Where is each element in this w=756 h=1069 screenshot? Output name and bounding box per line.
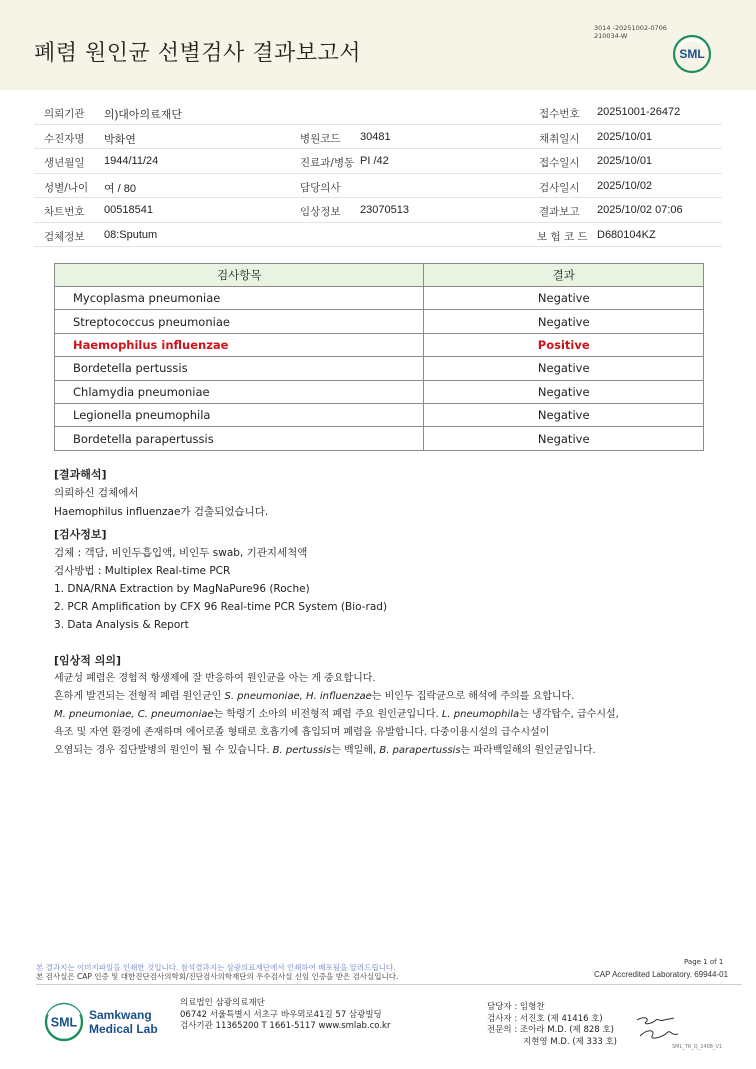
receipt-date-value: 2025/10/01 [597, 155, 653, 167]
clinical-text: 오염되는 경우 집단발병의 원인이 될 수 있습니다. [54, 745, 273, 756]
test-result: Negative [424, 427, 704, 450]
specimen-label: 검체정보 [44, 230, 85, 243]
chart-no-value: 00518541 [104, 204, 153, 216]
doctor-label: 담당의사 [300, 181, 341, 194]
interpretation-section [54, 465, 734, 522]
dept-value: PI /42 [360, 155, 389, 167]
logo-name-line1: Samkwang [89, 1008, 152, 1022]
test-method: 검사방법 : Multiplex Real-time PCR [54, 565, 231, 577]
test-step: 1. DNA/RNA Extraction by MagNaPure96 (Roche) [54, 583, 310, 595]
footer-divider [36, 984, 742, 985]
clinical-text: 는 비인두 집락균으로 해석에 주의를 요합니다. [371, 691, 575, 702]
clinical-line [54, 688, 734, 706]
test-result: Negative [424, 287, 704, 310]
specimen-value: 08:Sputum [104, 228, 158, 241]
table-row [55, 427, 704, 450]
test-item: Bordetella parapertussis [55, 427, 424, 450]
footer-accreditation-notice: 본 검사실은 CAP 인증 및 대한진단검사의학회/진단검사의학재단의 우수검사실 신임 인증을 받은 검사실입니다. [36, 972, 399, 981]
clinical-text: 흔하게 발견되는 전형적 폐렴 원인균인 [54, 691, 225, 702]
staff-tester: 검사자 : 서진호 (제 41416 호) [487, 1013, 603, 1024]
test-item: Bordetella pertussis [55, 357, 424, 380]
institution-contact: 검사기관 11365200 T 1661-5117 www.smlab.co.kr [180, 1021, 391, 1031]
test-step: 3. Data Analysis & Report [54, 619, 189, 631]
clinical-species: B. parapertussis [379, 745, 461, 756]
institution-name: 의료법인 삼광의료재단 [180, 998, 265, 1008]
interpretation-line: Haemophilus influenzae가 검출되었습니다. [54, 506, 269, 518]
institution-address: 06742 서울특별시 서초구 바우뫼로41길 57 삼광빌딩 [180, 1009, 382, 1020]
table-row [55, 403, 704, 426]
test-item: Haemophilus influenzae [55, 333, 424, 356]
clinical-species: M. pneumoniae, C. pneumoniae [54, 709, 214, 720]
document-code-line2: 210034-W [594, 32, 628, 40]
receipt-no-label: 접수번호 [539, 108, 580, 120]
cap-accreditation: CAP Accredited Laboratory. 69944-01 [594, 970, 729, 979]
interpretation-line: 의뢰하신 검체에서 [54, 487, 139, 499]
table-row-positive [55, 333, 704, 356]
clinical-text: 는 파라백일해의 원인균입니다. [460, 745, 596, 756]
logo-mark-text: SML [50, 1015, 78, 1030]
info-row [34, 100, 722, 125]
header-result: 결과 [424, 264, 704, 287]
clinical-line [54, 706, 734, 724]
clinical-text: 는 학령기 소아의 비전형적 폐렴 주요 원인균입니다. [213, 709, 442, 720]
clinical-text: 는 백일해, [331, 745, 380, 756]
clinical-text: 는 냉각탑수, 급수시설, [519, 709, 619, 720]
institution-info [180, 998, 390, 1033]
samkwang-logo-icon [44, 1000, 164, 1044]
test-item: Streptococcus pneumoniae [55, 310, 424, 333]
table-header-row [55, 264, 704, 287]
test-date-value: 2025/10/02 [597, 179, 653, 192]
table-row [55, 380, 704, 403]
test-result: Negative [424, 403, 704, 426]
clinical-species: L. pneumophila [441, 709, 520, 720]
receipt-date-label: 접수일시 [539, 157, 580, 169]
insurance-code-label: 보 험 코 드 [537, 230, 588, 243]
staff-specialist: 지현영 M.D. (제 333 호) [523, 1036, 618, 1047]
sml-logo-text: SML [679, 47, 705, 61]
table-row [55, 357, 704, 380]
requesting-org-value: 의)대아의료재단 [104, 109, 183, 121]
test-step: 2. PCR Amplification by CFX 96 Real-time PCR System (Bio-rad) [54, 601, 388, 613]
report-date-label: 결과보고 [539, 206, 580, 218]
patient-name-value: 박화연 [104, 133, 136, 146]
hospital-code-label: 병원코드 [300, 132, 341, 145]
collection-date-label: 채취일시 [539, 132, 580, 145]
requesting-org-label: 의뢰기관 [44, 108, 85, 120]
signature-icon [634, 1012, 682, 1044]
header-test-item: 검사항목 [55, 264, 424, 287]
receipt-no-value: 20251001-26472 [597, 106, 681, 118]
sex-age-value: 여 / 80 [104, 182, 137, 195]
sex-age-label: 성별/나이 [44, 181, 89, 194]
staff-manager: 담당자 : 임형찬 [487, 1002, 545, 1012]
test-specimen: 검체 : 객담, 비인두흡입액, 비인두 swab, 기관지세척액 [54, 547, 308, 559]
test-result: Negative [424, 357, 704, 380]
info-row [34, 149, 722, 174]
report-title: 폐렴 원인균 선별검사 결과보고서 [34, 41, 362, 66]
document-code [594, 24, 667, 40]
form-code: SML_TR_Q_2408_V1 [672, 1044, 723, 1050]
collection-date-value: 2025/10/01 [597, 130, 653, 143]
clinical-line: 욕조 및 자연 환경에 존재하며 에어로졸 형태로 호흡기에 흡입되며 폐렴을 유발합니다. 다중이용시설의 급수시설이 [54, 727, 550, 738]
dept-label: 진료과/병동 [300, 157, 355, 169]
test-item: Legionella pneumophila [55, 403, 424, 426]
info-row [34, 223, 722, 248]
birth-value: 1944/11/24 [104, 155, 159, 167]
result-table [54, 263, 704, 451]
test-info-title: [검사정보] [54, 528, 107, 541]
test-info-section [54, 526, 734, 634]
logo-name-line2: Medical Lab [89, 1022, 158, 1036]
chart-no-label: 차트번호 [44, 206, 85, 218]
test-result: Negative [424, 380, 704, 403]
clinical-species: S. pneumoniae, H. influenzae [224, 691, 372, 702]
clinical-info-value: 23070513 [360, 204, 409, 216]
clinical-info-label: 임상정보 [300, 206, 341, 218]
patient-name-label: 수진자명 [44, 132, 85, 145]
test-item: Mycoplasma pneumoniae [55, 287, 424, 310]
page-number: Page 1 of 1 [684, 958, 724, 966]
report-date-value: 2025/10/02 07:06 [597, 204, 683, 216]
staff-specialist: 전문의 : 조아라 M.D. (제 828 호) [487, 1025, 614, 1035]
clinical-line: 세균성 폐렴은 경험적 항생제에 잘 반응하여 원인균을 아는 게 중요합니다. [54, 673, 376, 684]
clinical-line [54, 742, 734, 760]
test-result: Negative [424, 310, 704, 333]
clinical-species: B. pertussis [272, 745, 332, 756]
document-code-line1: 3014 -20251002-0706 [594, 24, 667, 32]
test-item: Chlamydia pneumoniae [55, 380, 424, 403]
insurance-code-value: D680104KZ [597, 228, 656, 241]
table-row [55, 310, 704, 333]
test-date-label: 검사일시 [539, 181, 580, 194]
test-result: Positive [424, 333, 704, 356]
footer-print-notice: 본 결과지는 이미지파일을 인쇄한 것입니다. 참석결과지는 삼광의료재단에서 인쇄하여 배포됨을 알려드립니다. [36, 963, 396, 972]
interpretation-title: [결과해석] [54, 468, 107, 481]
hospital-code-value: 30481 [360, 130, 391, 143]
patient-info [34, 100, 722, 247]
clinical-title: [임상적 의의] [54, 654, 122, 667]
info-row [34, 125, 722, 150]
info-row [34, 198, 722, 223]
clinical-significance-section [54, 652, 734, 760]
birth-label: 생년월일 [44, 157, 85, 169]
info-row [34, 174, 722, 199]
sml-logo-icon [672, 34, 712, 74]
staff-info [487, 1002, 617, 1048]
table-row [55, 287, 704, 310]
